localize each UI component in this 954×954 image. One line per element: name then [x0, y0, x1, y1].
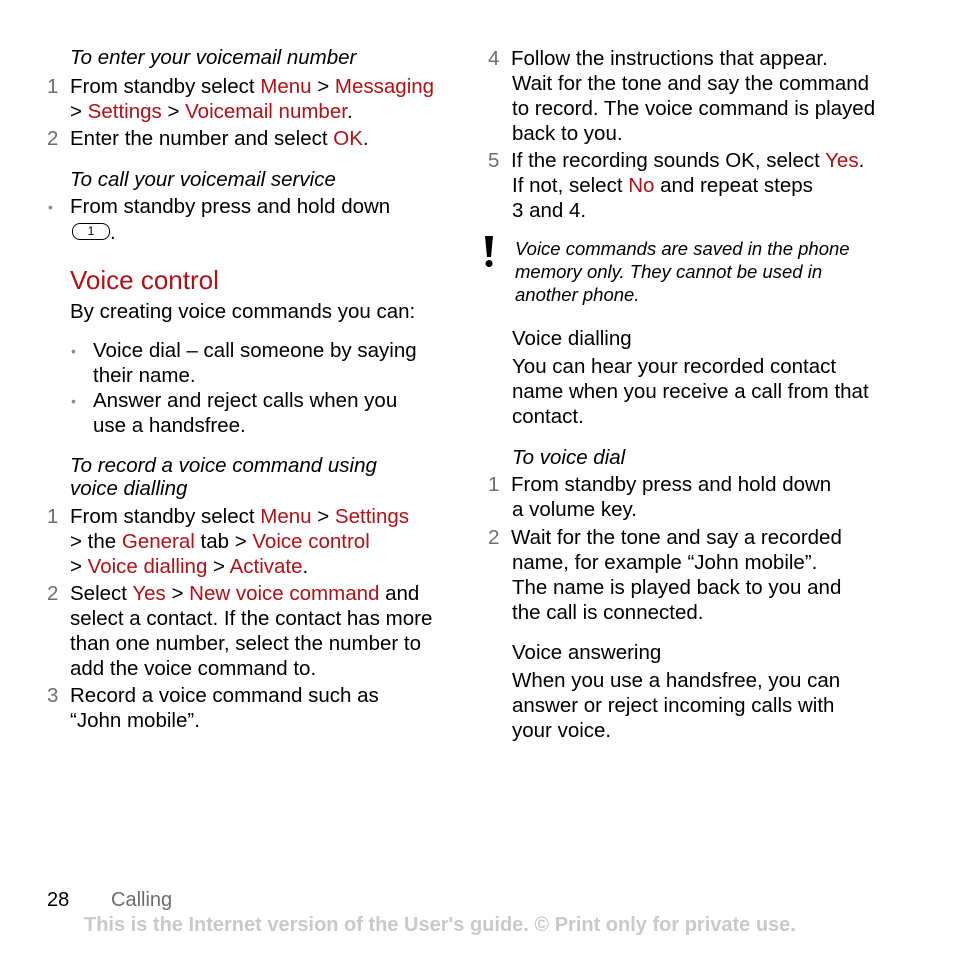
settings-link: Settings: [334, 505, 409, 528]
menu-link: Menu: [260, 505, 312, 528]
no-link: No: [628, 174, 655, 197]
record-step-2-line4: add the voice command to.: [70, 657, 317, 680]
voice-dial-step-2-line2: name, for example “John mobile”.: [512, 551, 818, 574]
voice-answering-heading: Voice answering: [512, 641, 662, 664]
record-step-2-line3: than one number, select the number to: [70, 632, 422, 655]
record-step-2-line2: select a contact. If the contact has more: [70, 607, 433, 630]
step-number: 5: [488, 149, 500, 172]
general-tab-link: General: [121, 530, 195, 553]
yes-link: Yes: [132, 582, 166, 605]
call-voicemail-key-line: 1 .: [72, 220, 116, 245]
bullet-icon: •: [48, 199, 53, 215]
voice-answering-line3: your voice.: [512, 719, 612, 742]
voice-answering-line2: answer or reject incoming calls with: [512, 694, 835, 717]
step-4-line2: Wait for the tone and say the command: [512, 72, 870, 95]
step-number: 1: [488, 473, 500, 496]
record-step-1-line3: > Voice dialling > Activate.: [70, 555, 309, 578]
step-number: 4: [488, 47, 500, 70]
bullet-icon: •: [71, 343, 76, 359]
voice-dial-step-2-line4: the call is connected.: [512, 601, 704, 624]
voice-dialling-line3: contact.: [512, 405, 584, 428]
section-name: Calling: [111, 889, 173, 911]
voice-control-link: Voice control: [252, 530, 370, 553]
bullet-icon: •: [71, 393, 76, 409]
step-number: 3: [47, 684, 59, 707]
voice-dial-heading: To voice dial: [512, 446, 626, 469]
step-number: 2: [47, 582, 59, 605]
legal-notice: This is the Internet version of the User's guide. © Print only for private use.: [84, 914, 796, 936]
voice-dialling-line2: name when you receive a call from that: [512, 380, 869, 403]
yes-link: Yes: [825, 149, 859, 172]
voice-dialling-link: Voice dialling: [87, 555, 208, 578]
voice-dial-step-1-line2: a volume key.: [512, 498, 637, 521]
voice-dialling-line1: You can hear your recorded contact: [512, 355, 837, 378]
messaging-link: Messaging: [334, 75, 435, 98]
menu-link: Menu: [260, 75, 312, 98]
record-step-3-line2: “John mobile”.: [70, 709, 200, 732]
voice-control-title: Voice control: [70, 265, 219, 295]
voice-dial-step-2-line3: The name is played back to you and: [512, 576, 842, 599]
page-number: 28: [47, 889, 70, 911]
note-text: Voice commands are saved in the phone memory only. They cannot be used in another phone.: [515, 238, 850, 305]
step-4-line3: to record. The voice command is played: [512, 97, 876, 120]
key-1-icon: 1: [72, 223, 110, 240]
record-step-1-line2: > the General tab > Voice control: [70, 530, 370, 553]
voice-dialling-heading: Voice dialling: [512, 327, 632, 350]
step-number: 2: [488, 526, 500, 549]
voice-answering-line1: When you use a handsfree, you can: [512, 669, 841, 692]
new-voice-command-link: New voice command: [189, 582, 380, 605]
step-number: 1: [47, 75, 59, 98]
call-voicemail-heading: To call your voicemail service: [70, 168, 336, 191]
ok-link: OK: [333, 127, 363, 150]
step-5-line3: 3 and 4.: [512, 199, 587, 222]
record-heading: To record a voice command using voice dialling: [70, 454, 377, 500]
activate-link: Activate: [229, 555, 303, 578]
settings-link: Settings: [87, 100, 162, 123]
voice-control-bullet-2-line2: use a handsfree.: [93, 414, 246, 437]
warning-exclamation-icon: [482, 236, 496, 268]
step-5-line2: If not, select No and repeat steps: [512, 174, 813, 197]
voicemail-step-1-line2: > Settings > Voicemail number.: [70, 100, 353, 123]
voicemail-number-heading: To enter your voicemail number: [70, 46, 357, 69]
voice-control-intro: By creating voice commands you can:: [70, 300, 416, 323]
voice-control-bullet-1-line2: their name.: [93, 364, 196, 387]
voicemail-number-link: Voicemail number: [185, 100, 347, 123]
step-number: 1: [47, 505, 59, 528]
step-number: 2: [47, 127, 59, 150]
step-4-line4: back to you.: [512, 122, 623, 145]
